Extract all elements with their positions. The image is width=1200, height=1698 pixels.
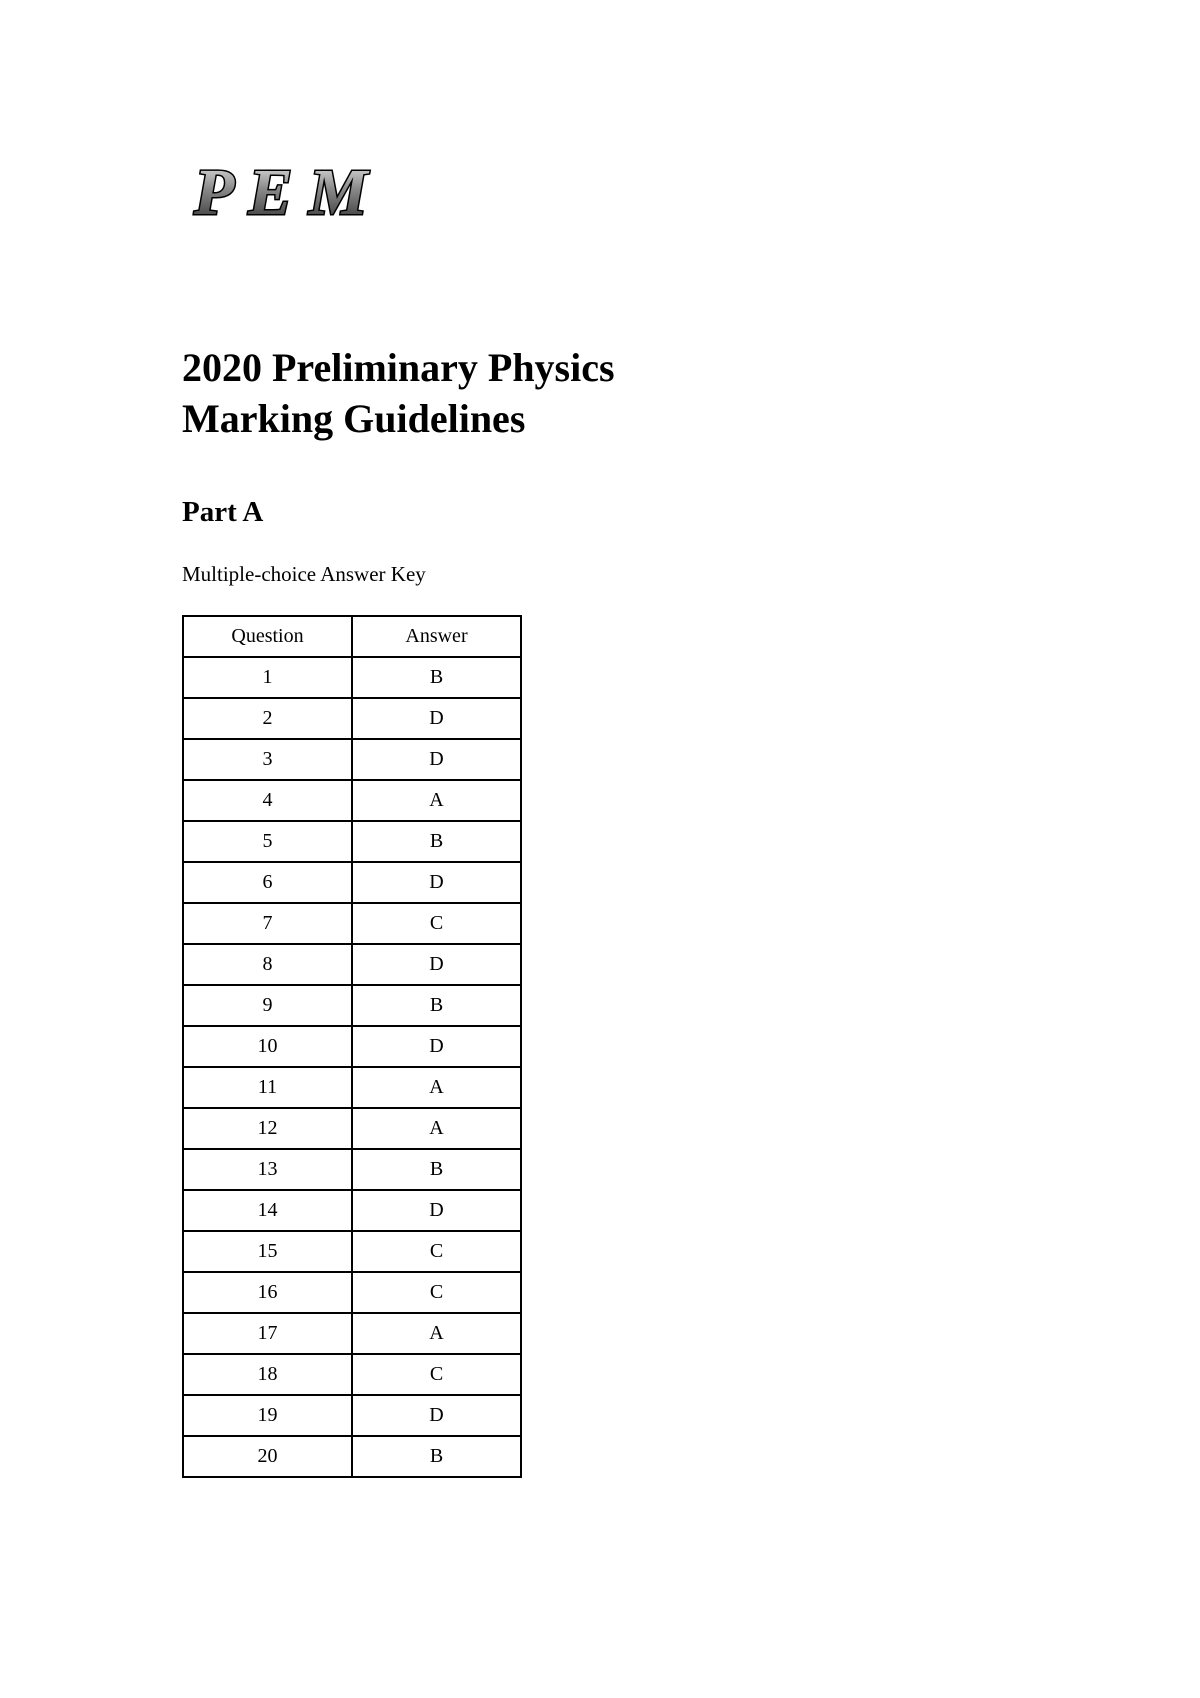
question-number: 1 <box>183 657 352 698</box>
table-row <box>183 780 521 821</box>
table-row <box>183 1313 521 1354</box>
title-line-2: Marking Guidelines <box>182 396 526 441</box>
question-number: 9 <box>183 985 352 1026</box>
answer-letter: B <box>352 657 521 698</box>
answer-letter: C <box>352 1272 521 1313</box>
question-number: 5 <box>183 821 352 862</box>
question-number: 15 <box>183 1231 352 1272</box>
table-row <box>183 1395 521 1436</box>
question-number: 4 <box>183 780 352 821</box>
answer-key-caption: Multiple-choice Answer Key <box>182 562 426 586</box>
table-row <box>183 1354 521 1395</box>
answer-letter: B <box>352 1149 521 1190</box>
table-row <box>183 821 521 862</box>
answer-letter: B <box>352 821 521 862</box>
question-number: 18 <box>183 1354 352 1395</box>
answer-letter: D <box>352 739 521 780</box>
question-number: 20 <box>183 1436 352 1477</box>
section-heading: Part A <box>182 496 264 528</box>
question-number: 16 <box>183 1272 352 1313</box>
table-row <box>183 1436 521 1477</box>
table-row <box>183 1067 521 1108</box>
table-row <box>183 1026 521 1067</box>
table-row <box>183 944 521 985</box>
table-row <box>183 1108 521 1149</box>
answer-letter: D <box>352 1026 521 1067</box>
question-number: 3 <box>183 739 352 780</box>
answer-letter: D <box>352 1395 521 1436</box>
answer-letter: D <box>352 1190 521 1231</box>
answer-key-table <box>182 615 522 1478</box>
answer-letter: C <box>352 1231 521 1272</box>
table-row <box>183 862 521 903</box>
question-number: 13 <box>183 1149 352 1190</box>
page-title <box>182 342 615 444</box>
question-number: 19 <box>183 1395 352 1436</box>
title-line-1: 2020 Preliminary Physics <box>182 345 615 390</box>
table-row <box>183 657 521 698</box>
question-number: 8 <box>183 944 352 985</box>
question-number: 17 <box>183 1313 352 1354</box>
question-number: 7 <box>183 903 352 944</box>
table-row <box>183 739 521 780</box>
answer-letter: A <box>352 1108 521 1149</box>
answer-letter: B <box>352 1436 521 1477</box>
pem-logo-text: P E M <box>194 156 368 229</box>
answer-letter: A <box>352 780 521 821</box>
table-row <box>183 1231 521 1272</box>
pem-logo-graphic <box>192 150 432 230</box>
answer-letter: C <box>352 1354 521 1395</box>
answer-letter: C <box>352 903 521 944</box>
question-number: 12 <box>183 1108 352 1149</box>
answer-letter: D <box>352 862 521 903</box>
question-number: 10 <box>183 1026 352 1067</box>
table-row <box>183 985 521 1026</box>
table-row <box>183 1190 521 1231</box>
question-number: 11 <box>183 1067 352 1108</box>
question-number: 2 <box>183 698 352 739</box>
question-column-header: Question <box>183 616 352 657</box>
answer-letter: D <box>352 944 521 985</box>
answer-letter: B <box>352 985 521 1026</box>
question-number: 6 <box>183 862 352 903</box>
question-number: 14 <box>183 1190 352 1231</box>
answer-column-header: Answer <box>352 616 521 657</box>
table-row <box>183 903 521 944</box>
table-row <box>183 1149 521 1190</box>
answer-letter: A <box>352 1313 521 1354</box>
table-row <box>183 698 521 739</box>
answer-letter: A <box>352 1067 521 1108</box>
answer-letter: D <box>352 698 521 739</box>
table-header-row <box>183 616 521 657</box>
table-row <box>183 1272 521 1313</box>
pem-logo <box>192 150 432 230</box>
